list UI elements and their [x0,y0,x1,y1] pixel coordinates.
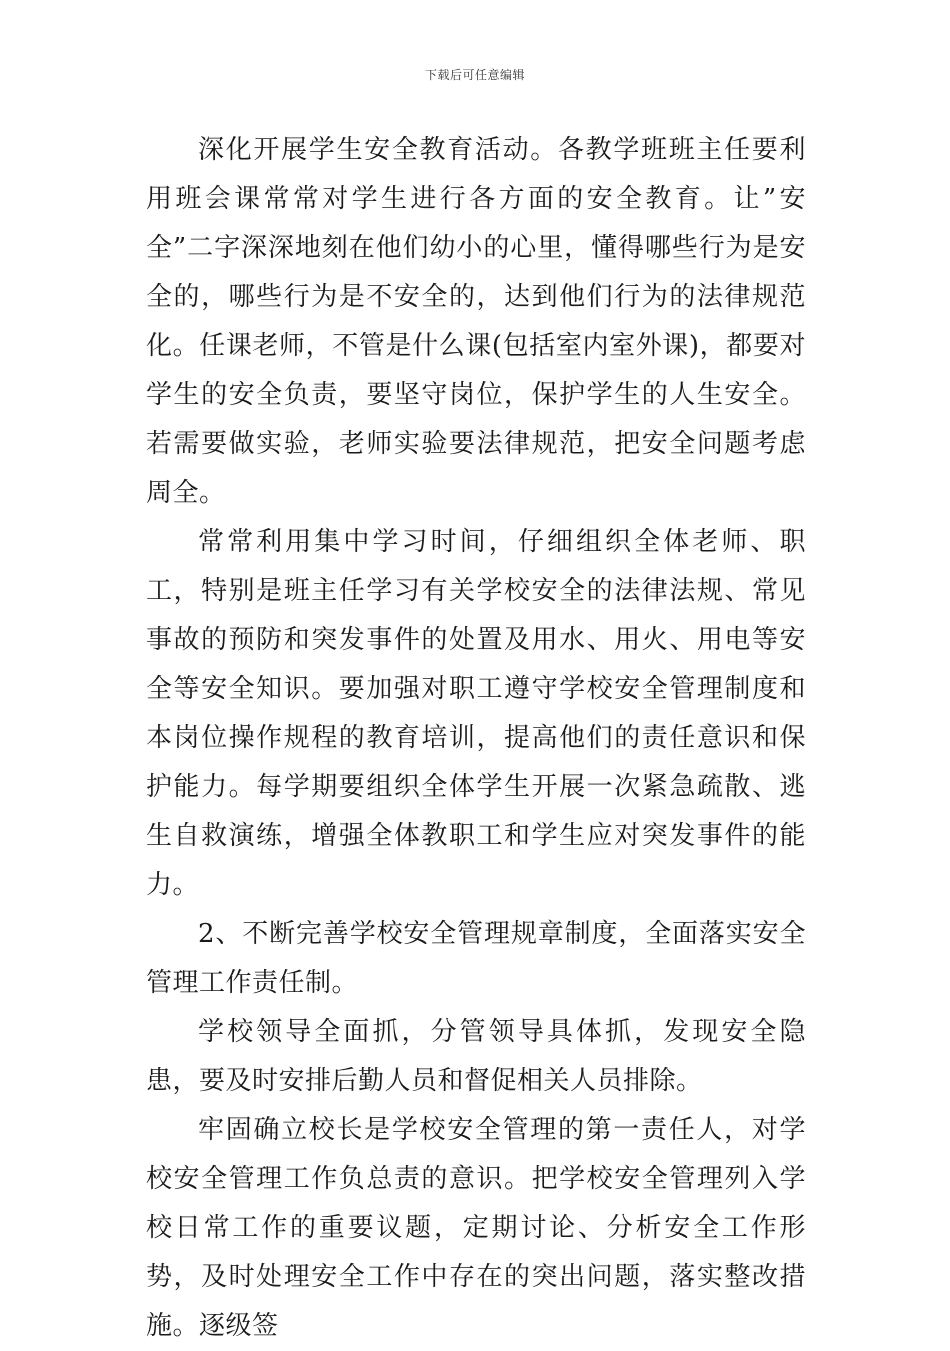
document-body [146,126,806,1351]
page-header-note: 下载后可任意编辑 [424,68,525,82]
paragraph-staff-training: 常常利用集中学习时间，仔细组织全体老师、职工，特别是班主任学习有关学校安全的法律法规、常见事故的预防和突发事件的处置及用水、用火、用电等安全等安全知识。要加强对职工遵守学校安全管理制度和本岗位操作规程的教育培训，提高他们的责任意识和保护能力。每学期要组织全体学生开展一次紧急疏散、逃生自救演练，增强全体教职工和学生应对突发事件的能力。 [146,527,806,900]
paragraph-leadership: 学校领导全面抓，分管领导具体抓，发现安全隐患，要及时安排后勤人员和督促相关人员排除。 [146,1017,806,1096]
paragraph-section-2-heading: 2、不断完善学校安全管理规章制度，全面落实安全管理工作责任制。 [146,919,806,998]
paragraph-safety-education: 深化开展学生安全教育活动。各教学班班主任要利用班会课常常对学生进行各方面的安全教育。让”安全”二字深深地刻在他们幼小的心里，懂得哪些行为是安全的，哪些行为是不安全的，达到他们行为的法律规范化。任课老师，不管是什么课(包括室内室外课)，都要对学生的安全负责，要坚守岗位，保护学生的人生安全。若需要做实验，老师实验要法律规范，把安全问题考虑周全。 [146,135,806,508]
paragraph-principal-responsibility: 牢固确立校长是学校安全管理的第一责任人，对学校安全管理工作负总责的意识。把学校安全管理列入学校日常工作的重要议题，定期讨论、分析安全工作形势，及时处理安全工作中存在的突出问题，落实整改措施。逐级签 [146,1115,806,1341]
